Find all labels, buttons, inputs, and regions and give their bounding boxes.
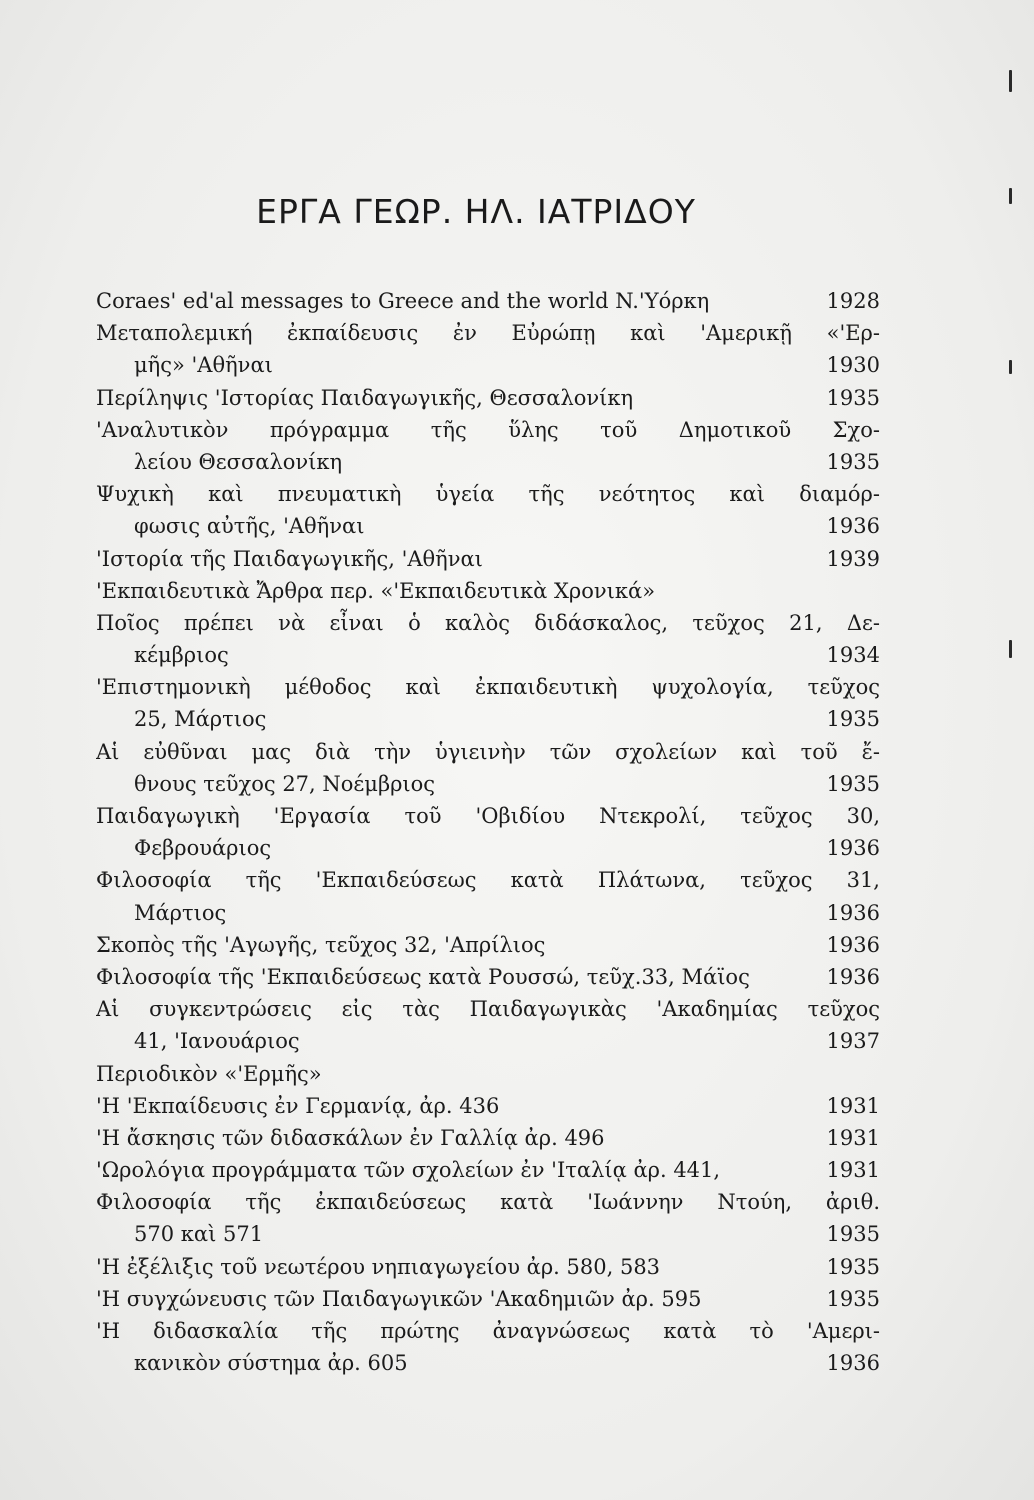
entry-text: Αἱ εὐθῦναι μας διὰ τὴν ὑγιεινὴν τῶν σχολείων καὶ τοῦ ἔ- xyxy=(96,739,880,764)
entry-text: Παιδαγωγικὴ 'Εργασία τοῦ 'Οβιδίου Ντεκρολί, τεῦχος 30, xyxy=(96,804,880,828)
entry-line xyxy=(96,1186,880,1218)
entry-line xyxy=(96,446,880,478)
entry-text: 570 καὶ 571 xyxy=(134,1222,264,1247)
entry-text: 'Επιστημονικὴ μέθοδος καὶ ἐκπαιδευτικὴ ψυχολογία, τεῦχος xyxy=(96,675,880,700)
works-list xyxy=(96,285,880,1379)
entry-text: Φιλοσοφία τῆς 'Εκπαιδεύσεως κατὰ Ρουσσώ, τεῦχ.33, Μάϊος xyxy=(96,964,750,989)
entry-year: 1931 xyxy=(826,1125,880,1150)
bibliography-entry xyxy=(96,543,880,575)
entry-line xyxy=(96,671,880,703)
bibliography-entry xyxy=(96,864,880,928)
entry-year: 1931 xyxy=(826,1093,880,1118)
entry-line xyxy=(96,349,880,381)
page-edge-mark xyxy=(1009,360,1012,374)
entry-year: 1935 xyxy=(826,385,880,410)
entry-line xyxy=(96,1347,880,1379)
bibliography-entry xyxy=(96,993,880,1057)
entry-line xyxy=(96,832,880,864)
entry-text: 41, 'Ιανουάριος xyxy=(134,1029,300,1054)
entry-year: 1936 xyxy=(826,932,880,957)
entry-year: 1937 xyxy=(826,1029,880,1054)
bibliography-entry xyxy=(96,607,880,671)
entry-text: 'Η ἐξέλιξις τοῦ νεωτέρου νηπιαγωγείου ἀρ. 580, 583 xyxy=(96,1254,661,1279)
page-edge-mark xyxy=(1009,70,1012,92)
entry-line xyxy=(96,993,880,1025)
entry-line xyxy=(96,961,880,993)
bibliography-entry xyxy=(96,414,880,478)
entry-text: 'Εκπαιδευτικὰ Ἄρθρα περ. «'Εκπαιδευτικὰ Χρονικά» xyxy=(96,578,656,603)
entry-text: λείου Θεσσαλονίκη xyxy=(134,449,343,474)
bibliography-entry xyxy=(96,800,880,864)
entry-line xyxy=(96,1122,880,1154)
entry-year: 1936 xyxy=(826,1351,880,1376)
bibliography-entry xyxy=(96,929,880,961)
entry-year: 1935 xyxy=(826,1286,880,1311)
entry-text: Φιλοσοφία τῆς 'Εκπαιδεύσεως κατὰ Πλάτωνα, τεῦχος 31, xyxy=(96,868,880,893)
entry-line xyxy=(96,1218,880,1250)
entry-line xyxy=(96,1283,880,1315)
entry-text: κέμβριος xyxy=(134,643,229,668)
entry-year: 1934 xyxy=(826,643,880,668)
entry-year: 1931 xyxy=(826,1158,880,1183)
entry-year: 1936 xyxy=(826,964,880,989)
entry-line xyxy=(96,1025,880,1057)
bibliography-entry xyxy=(96,382,880,414)
entry-text: Coraes' ed'al messages to Greece and the world N.'Υόρκη xyxy=(96,289,710,313)
bibliography-entry xyxy=(96,1154,880,1186)
bibliography-entry xyxy=(96,736,880,800)
entry-text: Αἱ συγκεντρώσεις εἰς τὰς Παιδαγωγικὰς 'Ακαδημίας τεῦχος xyxy=(96,997,880,1022)
entry-text: Φεβρουάριος xyxy=(134,836,272,861)
bibliography-entry xyxy=(96,1315,880,1379)
entry-text: Περίληψις 'Ιστορίας Παιδαγωγικῆς, Θεσσαλονίκη xyxy=(96,385,634,410)
entry-year: 1936 xyxy=(826,900,880,925)
entry-line xyxy=(96,1315,880,1347)
entry-year: 1935 xyxy=(826,771,880,796)
entry-line xyxy=(96,607,880,639)
entry-line xyxy=(96,382,880,414)
entry-line xyxy=(96,317,880,349)
bibliography-entry xyxy=(96,1090,880,1122)
entry-text: 'Η ἄσκησις τῶν διδασκάλων ἐν Γαλλίᾳ ἀρ. 496 xyxy=(96,1125,605,1150)
entry-line xyxy=(96,768,880,800)
bibliography-entry xyxy=(96,671,880,735)
entry-year: 1936 xyxy=(826,514,880,539)
page-edge-mark xyxy=(1009,640,1012,658)
entry-text: 'Ωρολόγια προγράμματα τῶν σχολείων ἐν 'Ιταλίᾳ ἀρ. 441, xyxy=(96,1158,721,1183)
entry-line xyxy=(96,510,880,542)
entry-text: 'Η 'Εκπαίδευσις ἐν Γερμανίᾳ, ἀρ. 436 xyxy=(96,1093,500,1118)
entry-text: 'Ιστορία τῆς Παιδαγωγικῆς, 'Αθῆναι xyxy=(96,546,483,571)
entry-text: 'Αναλυτικὸν πρόγραμμα τῆς ὕλης τοῦ Δημοτικοῦ Σχο- xyxy=(96,417,880,442)
entry-text: Μάρτιος xyxy=(134,900,227,925)
entry-line xyxy=(96,285,880,317)
entry-year: 1939 xyxy=(826,546,880,571)
entry-line xyxy=(96,800,880,832)
entry-line xyxy=(96,1154,880,1186)
entry-text: θνους τεῦχος 27, Νοέμβριος xyxy=(134,771,436,796)
entry-text: Σκοπὸς τῆς 'Αγωγῆς, τεῦχος 32, 'Απρίλιος xyxy=(96,932,546,957)
bibliography-entry xyxy=(96,1186,880,1250)
entry-line xyxy=(96,736,880,768)
entry-year: 1935 xyxy=(826,707,880,732)
entry-line xyxy=(96,897,880,929)
bibliography-entry xyxy=(96,1122,880,1154)
entry-text: Ψυχικὴ καὶ πνευματικὴ ὑγεία τῆς νεότητος καὶ διαμόρ- xyxy=(96,482,880,507)
bibliography-entry xyxy=(96,317,880,381)
entry-line xyxy=(96,575,880,607)
entry-text: 25, Μάρτιος xyxy=(134,707,267,732)
entry-year: 1928 xyxy=(826,289,880,313)
entry-year: 1935 xyxy=(826,449,880,474)
entry-text: 'Η συγχώνευσις τῶν Παιδαγωγικῶν 'Ακαδημιῶν ἀρ. 595 xyxy=(96,1286,702,1311)
entry-text: Μεταπολεμική ἐκπαίδευσις ἐν Εὐρώπῃ καὶ 'Αμερικῇ «'Ερ- xyxy=(96,321,880,346)
entry-line xyxy=(96,543,880,575)
bibliography-entry xyxy=(96,1283,880,1315)
entry-text: 'Η διδασκαλία τῆς πρώτης ἀναγνώσεως κατὰ τὸ 'Αμερι- xyxy=(96,1319,880,1343)
entry-text: μῆς» 'Αθῆναι xyxy=(134,353,273,378)
entry-year: 1935 xyxy=(826,1254,880,1279)
bibliography-entry xyxy=(96,1251,880,1283)
bibliography-entry xyxy=(96,285,880,317)
entry-line xyxy=(96,929,880,961)
bibliography-entry xyxy=(96,1058,880,1090)
entry-line xyxy=(96,703,880,735)
entry-line xyxy=(96,1090,880,1122)
page-edge-mark xyxy=(1009,188,1012,204)
entry-line xyxy=(96,864,880,896)
entry-text: κανικὸν σύστημα ἀρ. 605 xyxy=(134,1351,408,1376)
entry-line xyxy=(96,414,880,446)
entry-text: φωσις αὐτῆς, 'Αθῆναι xyxy=(134,514,365,539)
bibliography-entry xyxy=(96,575,880,607)
entry-line xyxy=(96,478,880,510)
bibliography-entry xyxy=(96,961,880,993)
entry-line xyxy=(96,639,880,671)
entry-year: 1930 xyxy=(826,353,880,378)
entry-line xyxy=(96,1058,880,1090)
entry-year: 1936 xyxy=(826,836,880,861)
entry-text: Φιλοσοφία τῆς ἐκπαιδεύσεως κατὰ 'Ιωάννην Ντούη, ἀριθ. xyxy=(96,1190,880,1215)
bibliography-entry xyxy=(96,478,880,542)
entry-line xyxy=(96,1251,880,1283)
page-title: ΕΡΓΑ ΓΕΩΡ. ΗΛ. ΙΑΤΡΙΔΟΥ xyxy=(256,192,696,231)
entry-text: Ποῖος πρέπει νὰ εἶναι ὁ καλὸς διδάσκαλος, τεῦχος 21, Δε- xyxy=(96,610,880,635)
entry-text: Περιοδικὸν «'Ερμῆς» xyxy=(96,1061,322,1086)
entry-year: 1935 xyxy=(826,1222,880,1247)
